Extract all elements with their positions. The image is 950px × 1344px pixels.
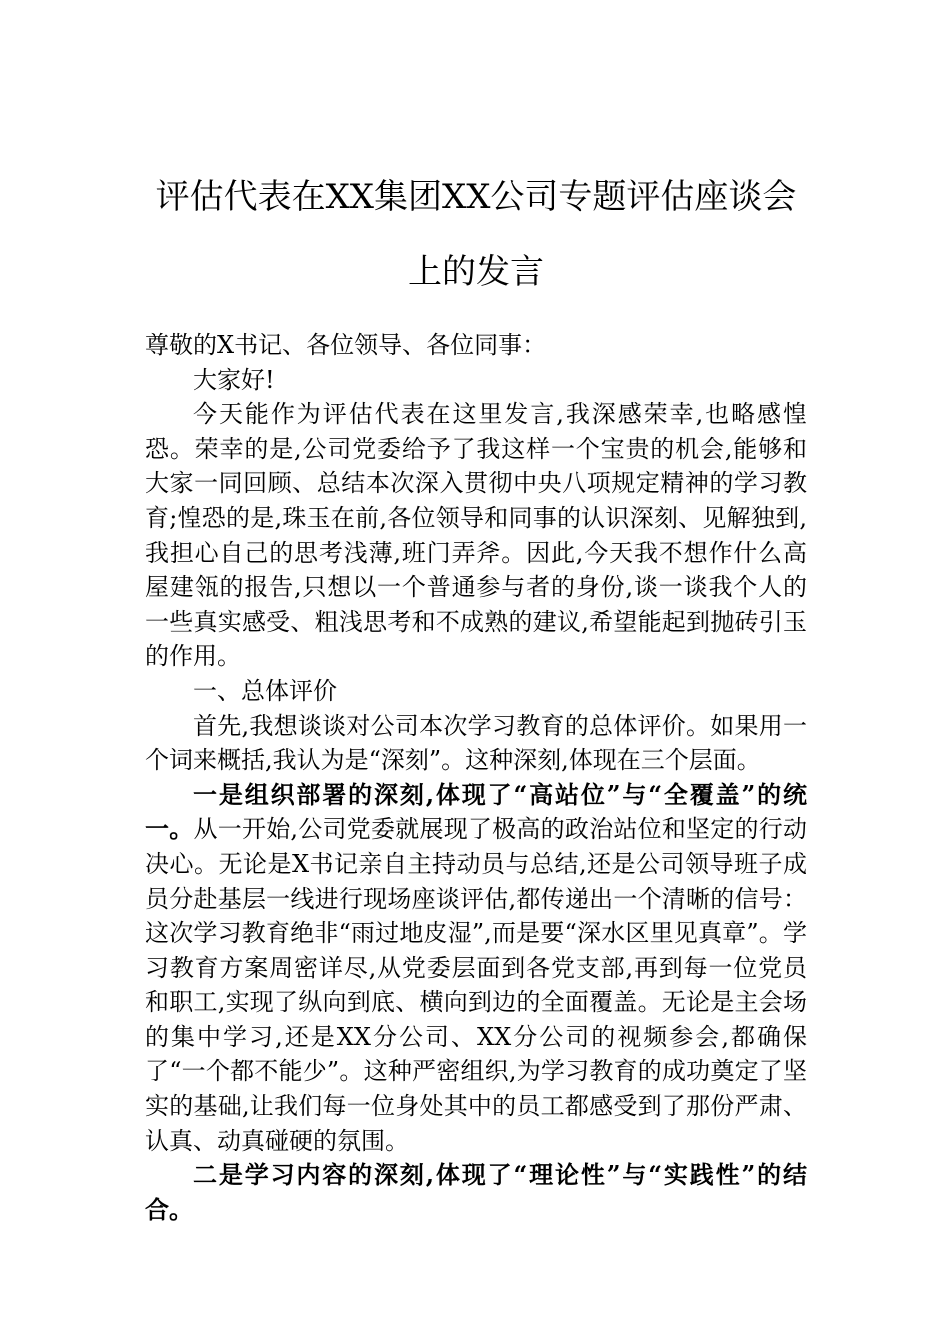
document-body xyxy=(145,328,807,1227)
point-one-heading: 一是组织部署的深刻,体现了“高站位”与“全覆盖”的统一。 xyxy=(145,779,807,844)
point-one-paragraph xyxy=(145,778,807,1159)
overall-evaluation-paragraph: 首先,我想谈谈对公司本次学习教育的总体评价。如果用一个词来概括,我认为是“深刻”。这种深刻,体现在三个层面。 xyxy=(145,711,807,775)
point-two-heading: 二是学习内容的深刻,体现了“理论性”与“实践性”的结合。 xyxy=(145,1160,807,1224)
salutation: 尊敬的X书记、各位领导、各位同事： xyxy=(145,331,547,359)
document-title: 评估代表在XX集团XX公司专题评估座谈会上的发言 xyxy=(155,177,797,292)
section-heading-overall-evaluation: 一、总体评价 xyxy=(193,676,337,705)
greeting: 大家好! xyxy=(193,365,275,394)
document-page xyxy=(145,0,807,1344)
point-one-body: 从一开始,公司党委就展现了极高的政治站位和坚定的行动决心。无论是X书记亲自主持动员与总结,还是公司领导班子成员分赴基层一线进行现场座谈评估,都传递出一个清晰的信号：这次学习教育绝非“雨过地皮湿”,而是要“深水区里见真章”。学习教育方案周密详尽,从党委层面到各党支部,再到每一位党员和职工,实现了纵向到底、横向到边的全面覆盖。无论是主会场的集中学习,还是XX分公司、XX分公司的视频参会,都确保了“一个都不能少”。这种严密组织,为学习教育的成功奠定了坚实的基础,让我们每一位身处其中的员工都感受到了那份严肃、认真、动真碰硬的氛围。 xyxy=(145,815,807,1155)
intro-paragraph: 今天能作为评估代表在这里发言,我深感荣幸,也略感惶恐。荣幸的是,公司党委给予了我这样一个宝贵的机会,能够和大家一同回顾、总结本次深入贯彻中央八项规定精神的学习教育;惶恐的是,珠玉在前,各位领导和同事的认识深刻、见解独到,我担心自己的思考浅薄,班门弄斧。因此,今天我不想作什么高屋建瓴的报告,只想以一个普通参与者的身份,谈一谈我个人的一些真实感受、粗浅思考和不成熟的建议,希望能起到抛砖引玉的作用。 xyxy=(145,400,807,671)
